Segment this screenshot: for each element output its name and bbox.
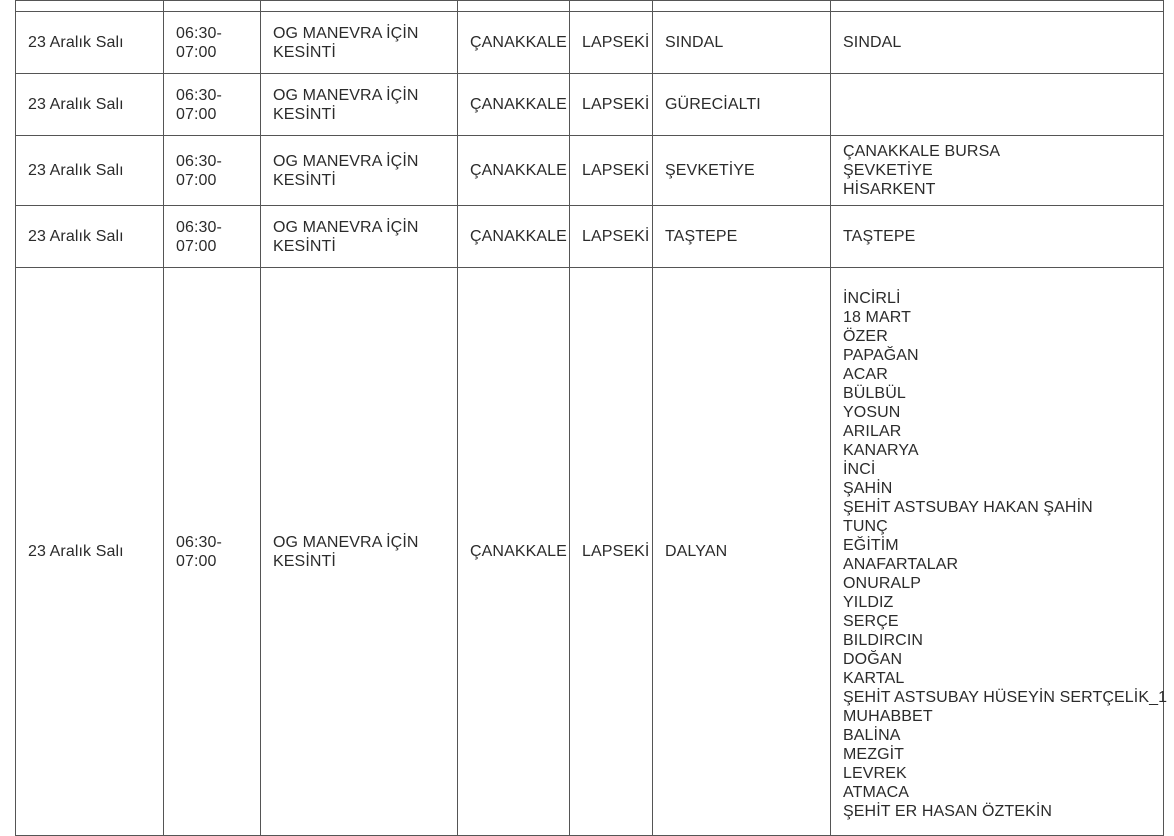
- street-name: ŞEHİT ASTSUBAY HAKAN ŞAHİN: [843, 499, 1093, 516]
- reason-cell-text: KESİNTİ: [273, 43, 336, 61]
- street-name: ARILAR: [843, 423, 902, 440]
- street-name: PAPAĞAN: [843, 347, 919, 364]
- street-name: KANARYA: [843, 442, 919, 459]
- date-cell-text: 23 Aralık Salı: [28, 162, 124, 179]
- street-name: TUNÇ: [843, 518, 888, 535]
- city-cell-text: ÇANAKKALE: [470, 96, 567, 113]
- outage-table: [15, 0, 1168, 836]
- date-cell: [16, 136, 164, 206]
- time-cell-text: 06:30-: [176, 86, 222, 104]
- district-cell-text: LAPSEKİ: [582, 162, 650, 179]
- time-cell-text: 06:30-: [176, 218, 222, 236]
- reason-cell-text: OG MANEVRA İÇİN: [273, 24, 419, 42]
- street-name: ŞEVKETİYE: [843, 162, 933, 179]
- street-name: LEVREK: [843, 765, 907, 782]
- table-row: [16, 74, 1164, 136]
- street-name: MEZGİT: [843, 746, 905, 763]
- district-cell: [570, 12, 653, 74]
- streets-cell: [831, 268, 1168, 836]
- date-cell-text: 23 Aralık Salı: [28, 543, 124, 560]
- neighborhood-cell: [653, 136, 831, 206]
- table-row: [16, 268, 1164, 836]
- street-name: EĞİTİM: [843, 537, 899, 554]
- reason-cell-text: KESİNTİ: [273, 171, 336, 189]
- district-cell-text: LAPSEKİ: [582, 543, 650, 560]
- street-name: ŞEHİT ER HASAN ÖZTEKİN: [843, 803, 1053, 820]
- street-name: HİSARKENT: [843, 181, 936, 198]
- date-cell-text: 23 Aralık Salı: [28, 96, 124, 113]
- reason-cell-text: OG MANEVRA İÇİN: [273, 152, 419, 170]
- city-cell: [458, 268, 570, 836]
- city-cell: [458, 136, 570, 206]
- street-name: DOĞAN: [843, 651, 903, 668]
- date-cell: [16, 12, 164, 74]
- date-cell: [16, 74, 164, 136]
- city-cell-text: ÇANAKKALE: [470, 162, 567, 179]
- time-cell-text: 06:30-: [176, 152, 222, 170]
- time-cell: [164, 74, 261, 136]
- street-name: BALİNA: [843, 727, 901, 744]
- time-cell: [164, 206, 261, 268]
- street-name: İNCİRLİ: [843, 290, 901, 307]
- time-cell-text: 06:30-: [176, 24, 222, 42]
- district-cell-text: LAPSEKİ: [582, 96, 650, 113]
- time-cell-text: 07:00: [176, 43, 217, 61]
- neighborhood-cell-text: SINDAL: [665, 34, 724, 51]
- street-name: SERÇE: [843, 613, 899, 630]
- time-cell: [164, 136, 261, 206]
- street-name: BÜLBÜL: [843, 385, 906, 402]
- street-name: ŞEHİT ASTSUBAY HÜSEYİN SERTÇELİK_1: [843, 689, 1168, 706]
- district-cell: [570, 268, 653, 836]
- city-cell-text: ÇANAKKALE: [470, 34, 567, 51]
- streets-cell: [831, 206, 1164, 268]
- date-cell-text: 23 Aralık Salı: [28, 34, 124, 51]
- neighborhood-cell: [653, 74, 831, 136]
- table-cell: [164, 1, 261, 12]
- time-cell-text: 07:00: [176, 237, 217, 255]
- time-cell: [164, 12, 261, 74]
- street-name: ÖZER: [843, 328, 888, 345]
- time-cell-text: 07:00: [176, 552, 217, 570]
- street-name: 18 MART: [843, 309, 911, 326]
- street-name: BILDIRCIN: [843, 632, 924, 649]
- reason-cell-text: KESİNTİ: [273, 237, 336, 255]
- table-cell: [570, 1, 653, 12]
- date-cell: [16, 268, 164, 836]
- city-cell-text: ÇANAKKALE: [470, 543, 567, 560]
- table-row: [16, 206, 1164, 268]
- outage-table-container: [15, 0, 1168, 836]
- street-name: MUHABBET: [843, 708, 933, 725]
- table-row-partial: [16, 1, 1164, 12]
- outage-table-body: [16, 1, 1168, 836]
- neighborhood-cell: [653, 268, 831, 836]
- neighborhood-cell-text: GÜRECİALTI: [665, 96, 761, 113]
- neighborhood-cell-text: ŞEVKETİYE: [665, 162, 755, 179]
- streets-cell: [831, 136, 1164, 206]
- time-cell-text: 07:00: [176, 171, 217, 189]
- streets-cell: [831, 12, 1164, 74]
- neighborhood-cell-text: TAŞTEPE: [665, 228, 738, 245]
- time-cell-text: 07:00: [176, 105, 217, 123]
- street-name: ATMACA: [843, 784, 910, 801]
- city-cell: [458, 74, 570, 136]
- time-cell: [164, 268, 261, 836]
- street-name: ONURALP: [843, 575, 922, 592]
- district-cell: [570, 206, 653, 268]
- date-cell-text: 23 Aralık Salı: [28, 228, 124, 245]
- street-name: SINDAL: [843, 34, 902, 51]
- reason-cell-text: KESİNTİ: [273, 105, 336, 123]
- reason-cell: [261, 12, 458, 74]
- reason-cell-text: OG MANEVRA İÇİN: [273, 533, 419, 551]
- district-cell-text: LAPSEKİ: [582, 228, 650, 245]
- reason-cell: [261, 136, 458, 206]
- city-cell: [458, 206, 570, 268]
- neighborhood-cell: [653, 12, 831, 74]
- date-cell: [16, 206, 164, 268]
- table-row: [16, 12, 1164, 74]
- reason-cell-text: OG MANEVRA İÇİN: [273, 218, 419, 236]
- reason-cell-text: KESİNTİ: [273, 552, 336, 570]
- street-name: İNCİ: [843, 461, 876, 478]
- reason-cell: [261, 206, 458, 268]
- city-cell: [458, 12, 570, 74]
- street-name: YOSUN: [843, 404, 901, 421]
- city-cell-text: ÇANAKKALE: [470, 228, 567, 245]
- streets-cell: [831, 74, 1164, 136]
- street-name: TAŞTEPE: [843, 228, 916, 245]
- table-cell: [831, 1, 1164, 12]
- street-name: ACAR: [843, 366, 888, 383]
- district-cell: [570, 74, 653, 136]
- district-cell-text: LAPSEKİ: [582, 34, 650, 51]
- street-name: ŞAHİN: [843, 480, 893, 497]
- district-cell: [570, 136, 653, 206]
- reason-cell: [261, 268, 458, 836]
- table-cell: [261, 1, 458, 12]
- street-name: ANAFARTALAR: [843, 556, 959, 573]
- table-cell: [458, 1, 570, 12]
- street-name: ÇANAKKALE BURSA: [843, 143, 1001, 160]
- reason-cell: [261, 74, 458, 136]
- neighborhood-cell: [653, 206, 831, 268]
- table-cell: [653, 1, 831, 12]
- neighborhood-cell-text: DALYAN: [665, 543, 728, 560]
- street-name: KARTAL: [843, 670, 905, 687]
- street-name: YILDIZ: [843, 594, 894, 611]
- table-row: [16, 136, 1164, 206]
- table-cell: [16, 1, 164, 12]
- time-cell-text: 06:30-: [176, 533, 222, 551]
- reason-cell-text: OG MANEVRA İÇİN: [273, 86, 419, 104]
